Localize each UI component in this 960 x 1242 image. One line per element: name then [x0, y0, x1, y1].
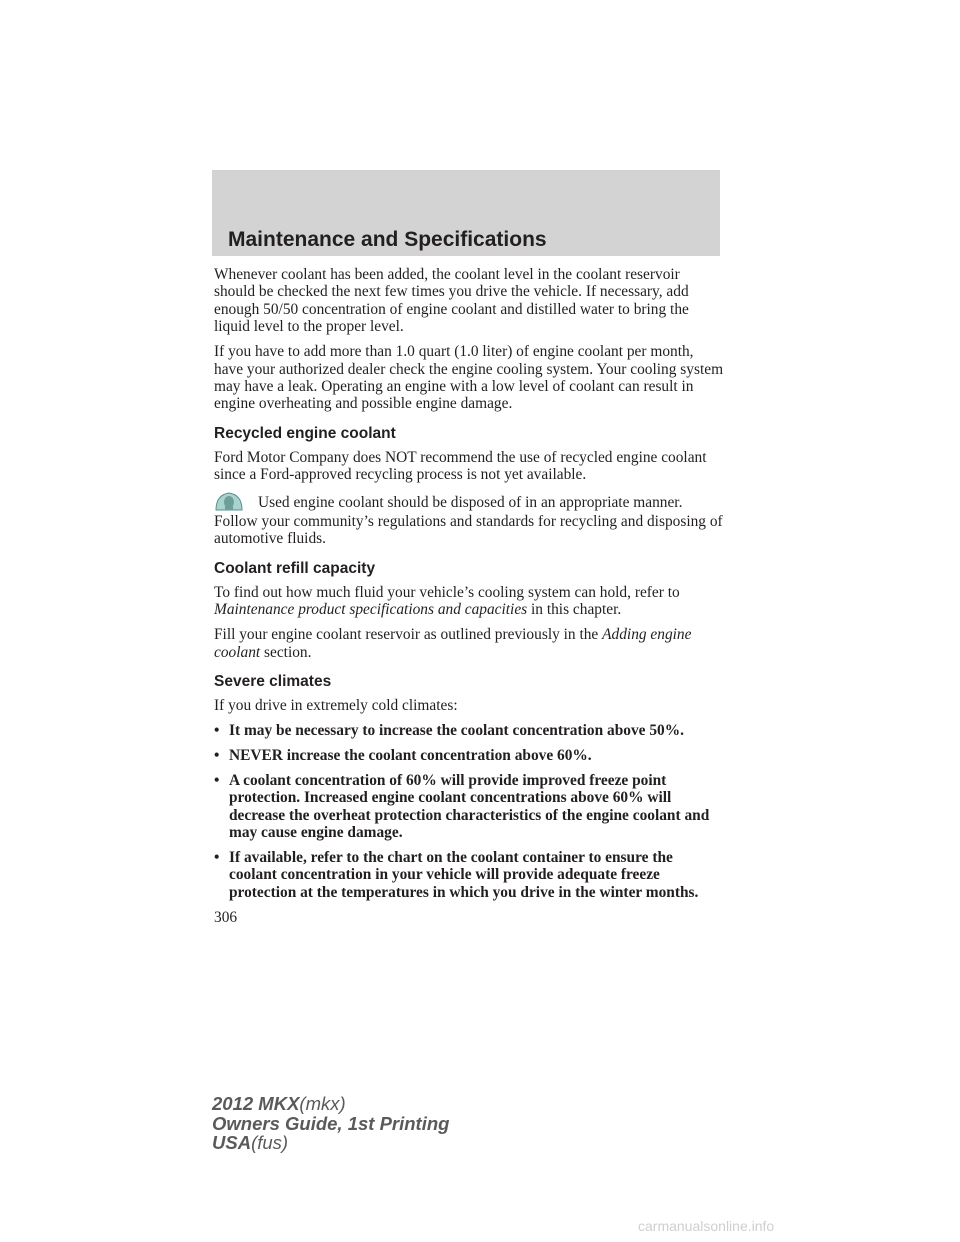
footer-guide-text: Owners Guide, 1st Printing	[212, 1112, 450, 1134]
paragraph: Ford Motor Company does NOT recommend the use of recycled engine coolant since a Ford-approved recycling process is not yet available.	[214, 448, 707, 484]
list-item	[214, 747, 724, 764]
list-item	[214, 772, 724, 842]
page-number: 306	[214, 909, 238, 927]
list-item-text: NEVER increase the coolant concentration above 60%.	[229, 746, 592, 764]
paragraph-text: Fill your engine coolant reservoir as outlined previously in the	[214, 626, 599, 644]
paragraph: If you have to add more than 1.0 quart (1.0 liter) of engine coolant per month, have your authorized dealer check the engine cooling system. Your cooling system may have a leak. Operating an engine with a low level of coolant can result in engine overheating and possible engine damage.	[214, 343, 724, 413]
section-heading: Coolant refill capacity	[214, 559, 376, 577]
bullet: •	[214, 721, 220, 739]
paragraph: Whenever coolant has been added, the coolant level in the coolant reservoir should be checked the next few times you drive the vehicle. If necessary, add enough 50/50 concentration of engine coolant and distilled water to bring the liquid level to the proper level.	[214, 266, 689, 336]
footer-model-name: 2012 MKX	[212, 1093, 300, 1114]
list-item	[214, 849, 724, 901]
list-item-text: If available, refer to the chart on the coolant container to ensure the coolant concentration in your vehicle will provide adequate freeze protection at the temperatures in which you drive in the winter months.	[229, 848, 699, 901]
cross-reference: Maintenance product specifications and capacities	[214, 601, 528, 619]
paragraph-text: To find out how much fluid your vehicle’s cooling system can hold, refer to	[214, 583, 680, 601]
footer-model-code: (mkx)	[299, 1093, 346, 1114]
paragraph-text: Used engine coolant should be disposed of in an appropriate manner. Follow your community’s regulations and standards for recycling and disposing of automotive fluids.	[214, 494, 723, 548]
recycle-icon	[214, 491, 244, 513]
bullet-list	[214, 722, 724, 901]
paragraph: If you drive in extremely cold climates:	[214, 697, 458, 714]
footer-region	[212, 1133, 449, 1153]
footer	[212, 1094, 449, 1153]
footer-region-name: USA	[212, 1132, 252, 1153]
bullet: •	[214, 848, 220, 866]
bullet: •	[214, 746, 220, 764]
watermark: carmanualsonline.info	[638, 1218, 775, 1234]
paragraph	[214, 491, 724, 548]
section-heading: Recycled engine coolant	[214, 424, 396, 442]
paragraph-text: in this chapter.	[531, 601, 622, 619]
bullet: •	[214, 771, 220, 789]
page-content	[214, 266, 724, 926]
section-heading: Severe climates	[214, 673, 332, 690]
list-item-text: It may be necessary to increase the coolant concentration above 50%.	[229, 721, 684, 739]
footer-model	[212, 1094, 449, 1114]
page-title: Maintenance and Specifications	[228, 228, 547, 251]
paragraph	[214, 584, 724, 619]
list-item-text: A coolant concentration of 60% will provide improved freeze point protection. Increased engine coolant concentrations above 60% will decrease the overheat protection characteristics of the engine coolant and may cause engine damage.	[229, 771, 710, 841]
paragraph	[214, 626, 724, 661]
paragraph-text: section.	[264, 643, 312, 661]
footer-region-code: (fus)	[251, 1132, 289, 1153]
footer-guide	[212, 1114, 449, 1134]
list-item	[214, 722, 724, 739]
cross-reference: Adding engine coolant	[214, 626, 692, 661]
